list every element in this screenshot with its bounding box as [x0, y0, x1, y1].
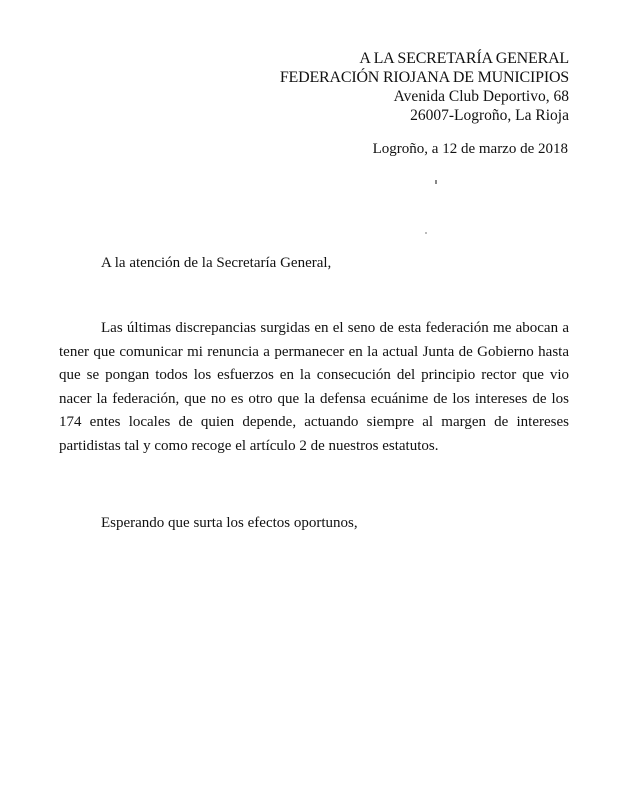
salutation: A la atención de la Secretaría General,	[101, 255, 332, 271]
scan-speck	[435, 180, 437, 184]
addressee-line-4: 26007-Logroño, La Rioja	[410, 107, 569, 124]
date-line: Logroño, a 12 de marzo de 2018	[372, 141, 568, 157]
closing-line: Esperando que surta los efectos oportunos,	[101, 515, 358, 531]
addressee-line-3: Avenida Club Deportivo, 68	[393, 88, 569, 105]
addressee-line-1: A LA SECRETARÍA GENERAL	[359, 50, 569, 67]
scan-speck	[425, 232, 427, 234]
addressee-block	[280, 49, 569, 125]
body-paragraph: Las últimas discrepancias surgidas en el seno de esta federación me abocan a tener que comunicar mi renuncia a permanecer en la actual Junta de Gobierno hasta que se pongan todos los esfuerzos en la consecución del principio rector que vio nacer la federación, que no es otro que la defensa ecuánime de los intereses de los 174 entes locales de quien depende, actuando siempre al margen de intereses partidistas tal y como recoge el artículo 2 de nuestros estatutos.	[59, 320, 569, 454]
addressee-line-2: FEDERACIÓN RIOJANA DE MUNICIPIOS	[279, 69, 569, 86]
